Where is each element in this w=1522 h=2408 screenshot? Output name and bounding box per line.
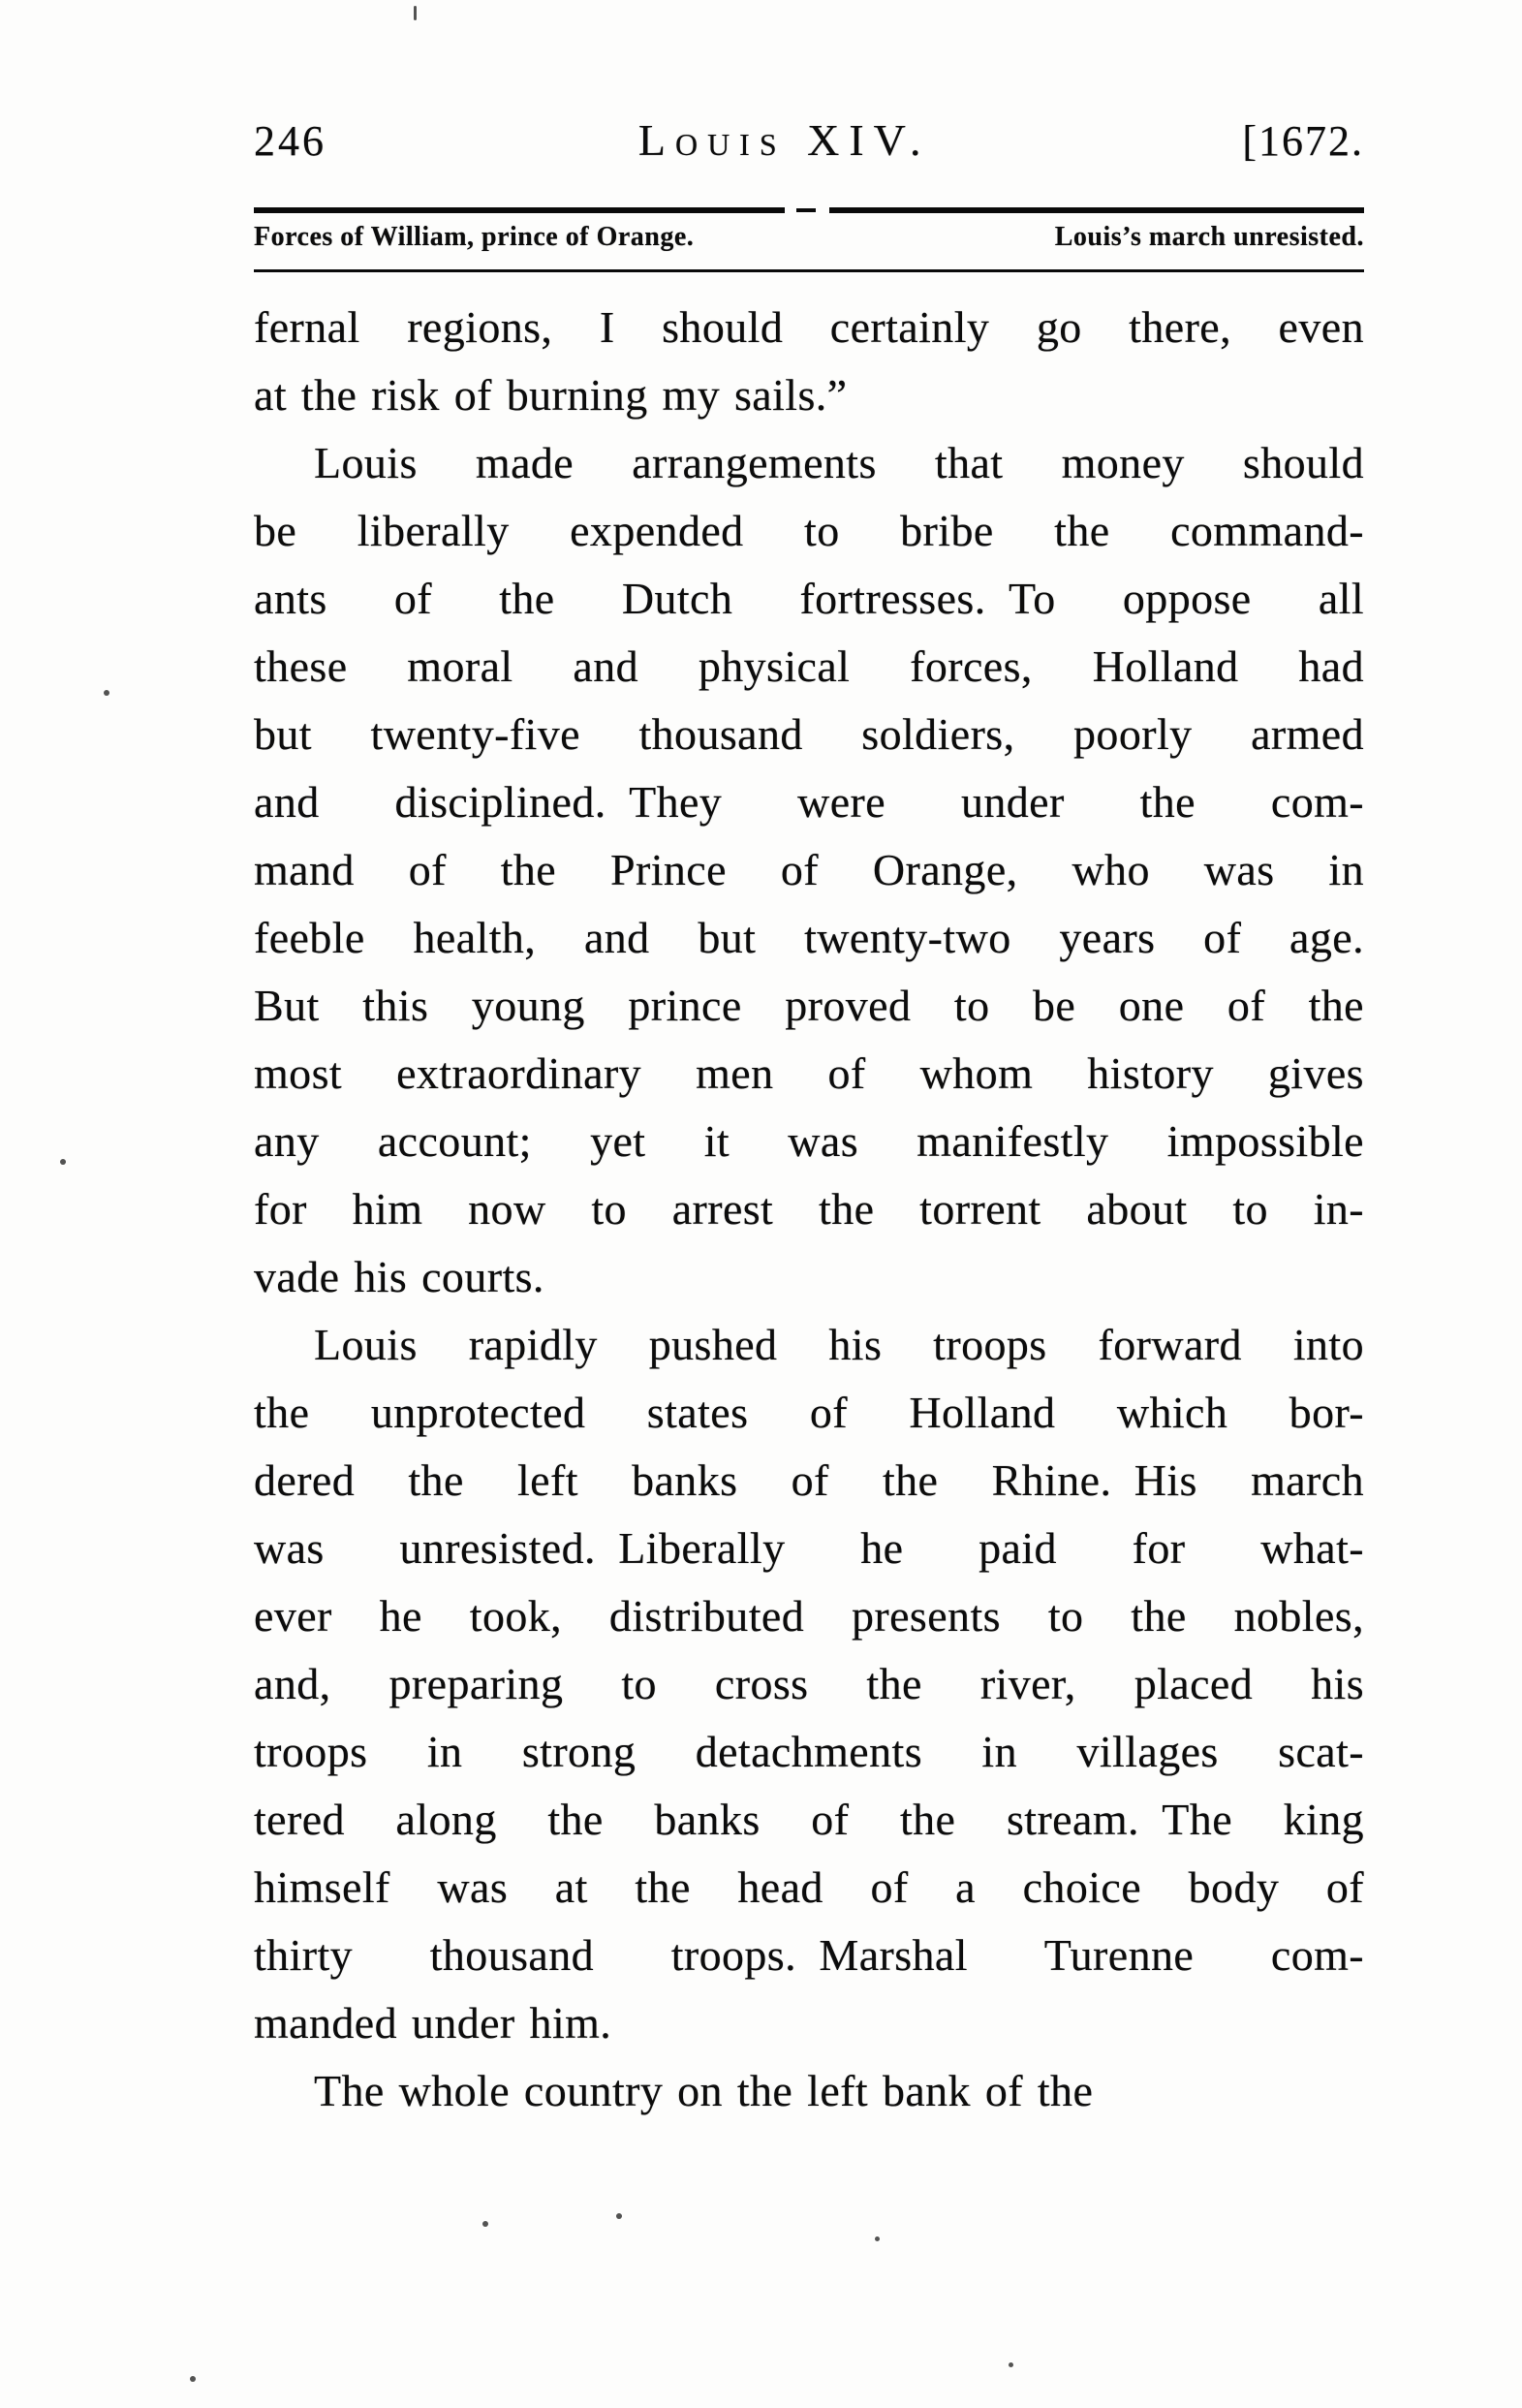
running-heads: [254, 222, 1364, 265]
page-number: 246: [254, 117, 326, 165]
text-line: ants of the Dutch fortresses. To oppose all: [254, 574, 1364, 623]
text-line: But this young prince proved to be one of the: [254, 981, 1364, 1030]
body-text: [254, 294, 1364, 2125]
page-title: Louis XIV.: [637, 115, 931, 165]
text-line: mand of the Prince of Orange, who was in: [254, 845, 1364, 894]
scan-speck: [104, 690, 109, 696]
text-line: ever he took, distributed presents to the nobles,: [254, 1591, 1364, 1641]
text-line: the unprotected states of Holland which bor-: [254, 1388, 1364, 1437]
text-line: manded under him.: [254, 1998, 612, 2048]
text-line: at the risk of burning my sails.”: [254, 370, 848, 420]
text-line: tered along the banks of the stream. The king: [254, 1795, 1364, 1844]
scan-speck: [616, 2213, 622, 2219]
scan-speck: [1009, 2362, 1013, 2367]
header-rule-bottom: [254, 269, 1364, 272]
scan-speck: [482, 2221, 488, 2227]
text-line: Louis made arrangements that money should: [314, 438, 1364, 487]
text-line: be liberally expended to bribe the command-: [254, 506, 1364, 555]
text-line: and disciplined. They were under the com-: [254, 777, 1364, 827]
text-line: himself was at the head of a choice body of: [254, 1862, 1364, 1912]
text-line: Louis rapidly pushed his troops forward into: [314, 1320, 1364, 1369]
scan-speck: [875, 2236, 880, 2241]
text-line: and, preparing to cross the river, placed his: [254, 1659, 1364, 1708]
text-block: [254, 0, 1364, 2125]
text-line: vade his courts.: [254, 1252, 544, 1301]
running-head-right: Louis’s march unresisted.: [1054, 222, 1364, 252]
text-line: any account; yet it was manifestly impossible: [254, 1116, 1364, 1166]
text-line: feeble health, and but twenty-two years of age.: [254, 913, 1364, 962]
text-line: fernal regions, I should certainly go there, even: [254, 302, 1364, 352]
text-line: dered the left banks of the Rhine. His march: [254, 1455, 1364, 1505]
rule-scan-dash: [796, 208, 816, 212]
text-line: The whole country on the left bank of the: [314, 2066, 1094, 2115]
page-year: [1672.: [1242, 117, 1364, 165]
header-rule-top: [254, 207, 1364, 213]
text-line: but twenty-five thousand soldiers, poorly armed: [254, 709, 1364, 759]
page-header: [254, 114, 1364, 182]
scan-speck: [190, 2376, 196, 2382]
text-line: thirty thousand troops. Marshal Turenne com-: [254, 1930, 1364, 1980]
scan-speck: [60, 1159, 66, 1165]
running-head-left: Forces of William, prince of Orange.: [254, 222, 695, 252]
scan-speck: [414, 6, 417, 20]
text-line: for him now to arrest the torrent about to in-: [254, 1184, 1364, 1234]
text-line: these moral and physical forces, Holland had: [254, 641, 1364, 691]
text-line: most extraordinary men of whom history gives: [254, 1048, 1364, 1098]
text-line: troops in strong detachments in villages scat-: [254, 1727, 1364, 1776]
text-line: was unresisted. Liberally he paid for what-: [254, 1523, 1364, 1573]
